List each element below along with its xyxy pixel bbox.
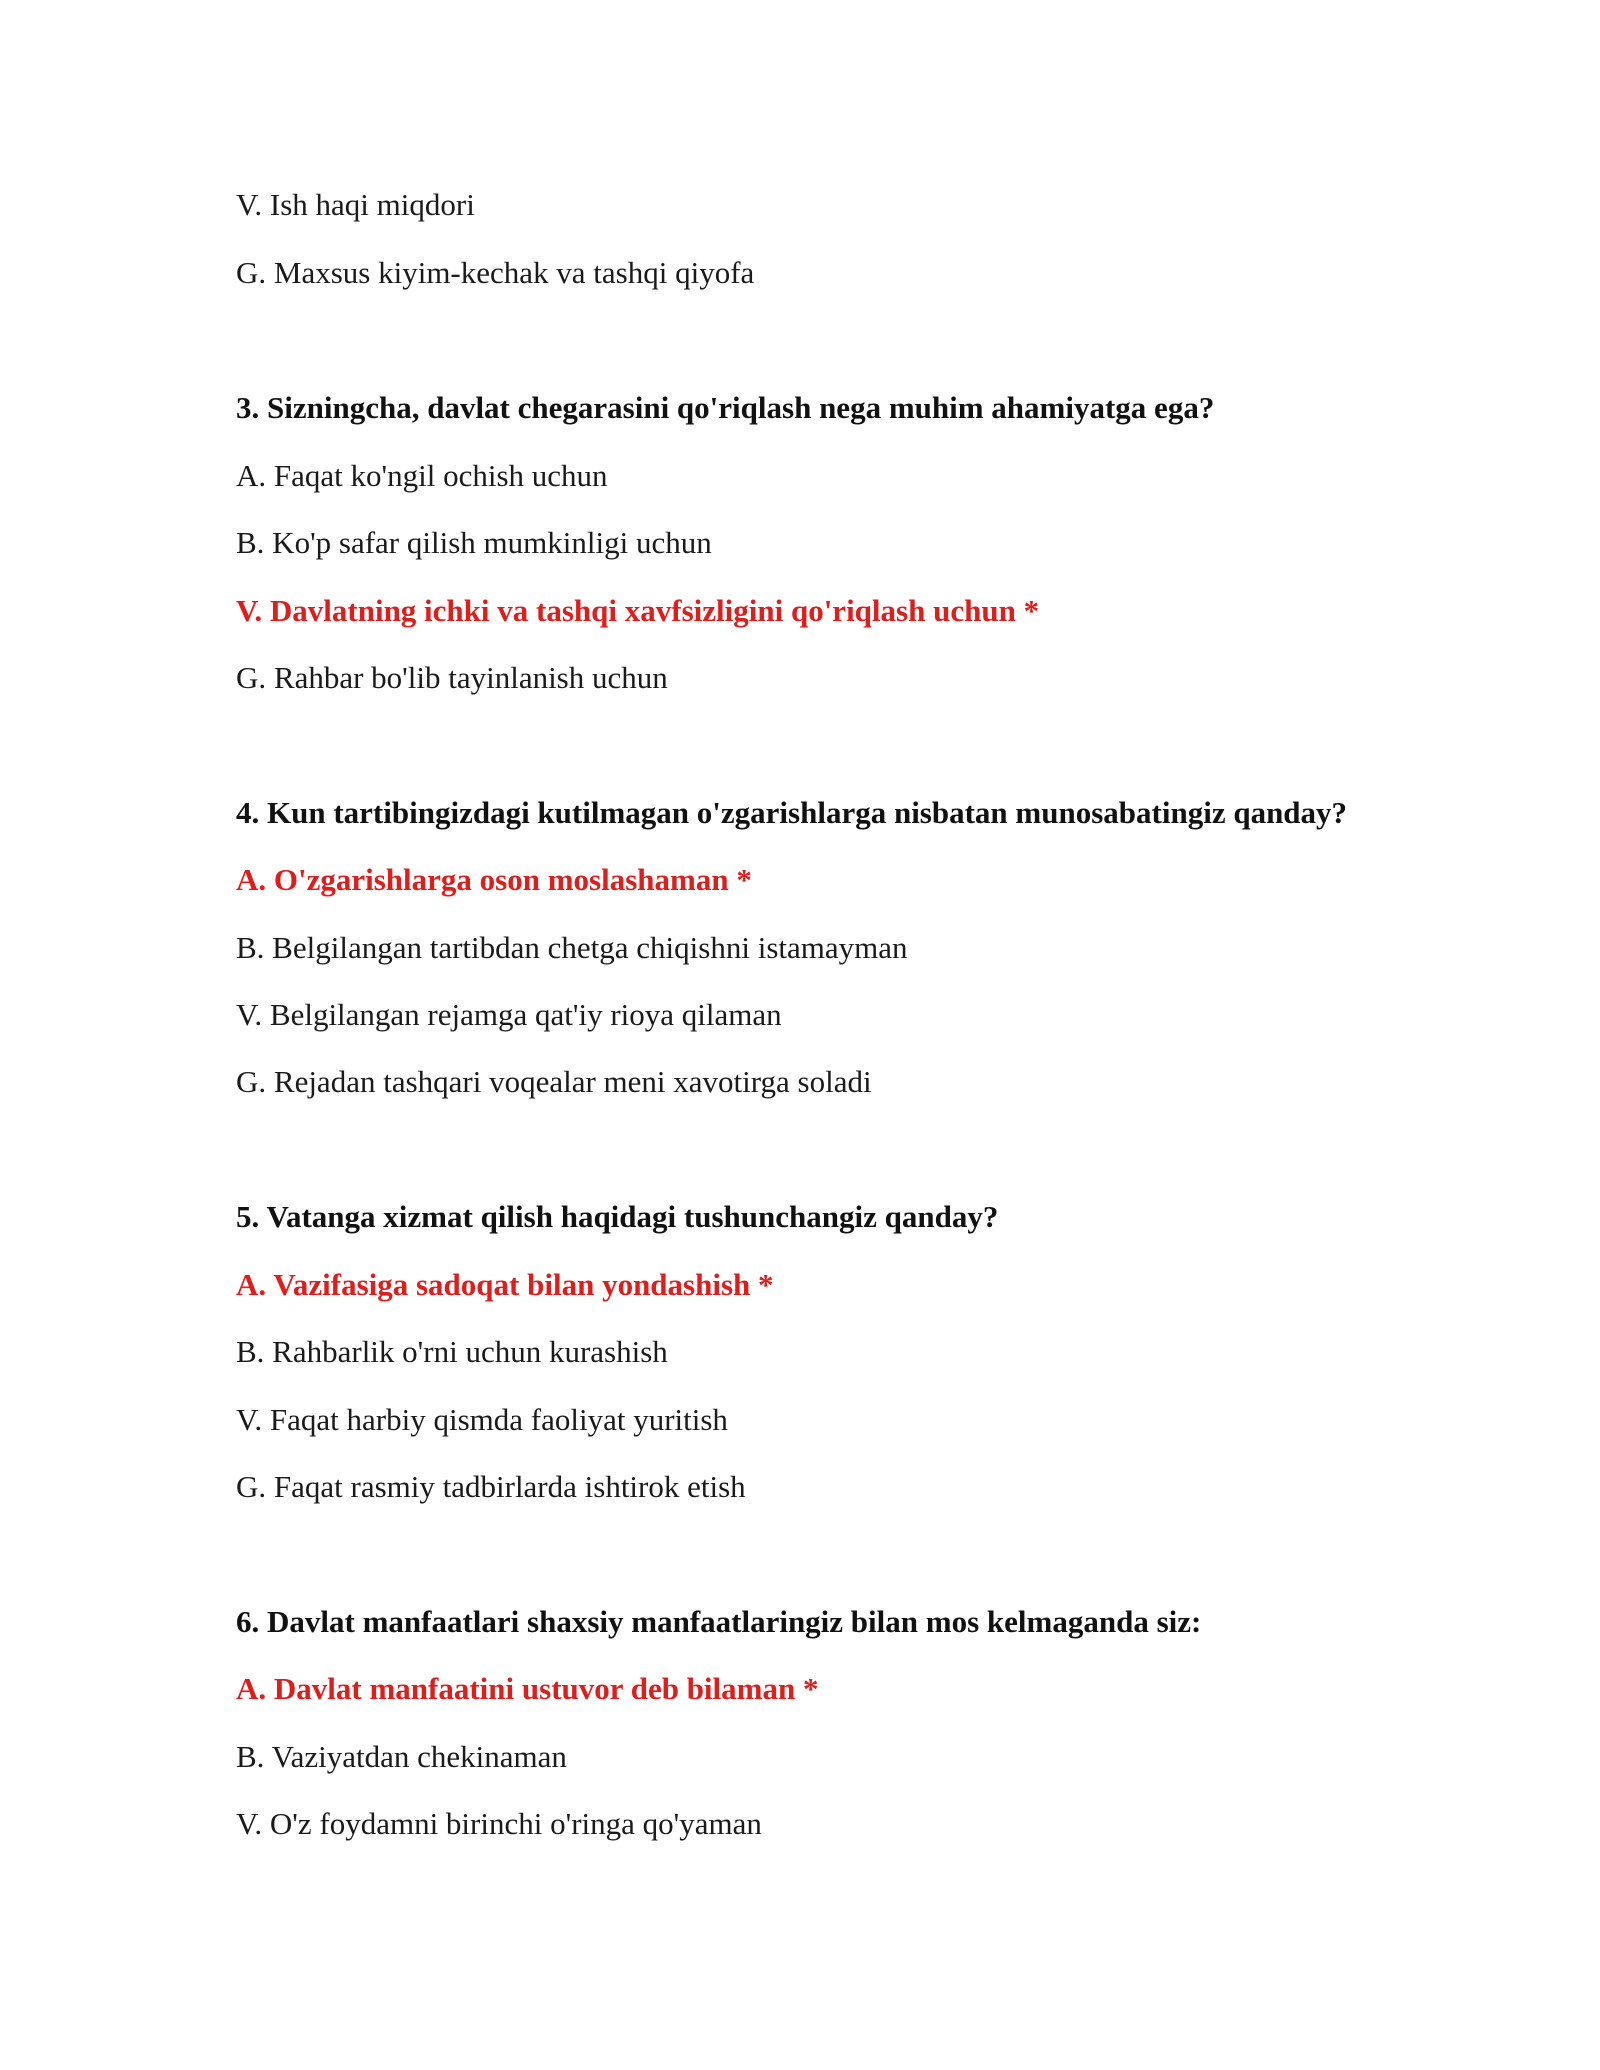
correct-mark: * (758, 1267, 774, 1302)
correct-answer-option (236, 1669, 818, 1709)
answer-option: V. Faqat harbiy qismda faoliyat yuritish (236, 1402, 728, 1437)
answer-option: G. Rahbar bo'lib tayinlanish uchun (236, 660, 668, 695)
question-title: 6. Davlat manfaatlari shaxsiy manfaatlaringiz bilan mos kelmaganda siz: (236, 1604, 1202, 1639)
answer-option: B. Belgilangan tartibdan chetga chiqishni istamayman (236, 930, 908, 965)
answer-option: G. Faqat rasmiy tadbirlarda ishtirok etish (236, 1469, 746, 1504)
correct-mark: * (802, 1671, 819, 1706)
correct-mark: * (1023, 593, 1040, 628)
answer-option: V. Ish haqi miqdori (236, 187, 475, 222)
answer-option: V. O'z foydamni birinchi o'ringa qo'yaman (236, 1806, 762, 1841)
question-title: 4. Kun tartibingizdagi kutilmagan o'zgarishlarga nisbatan munosabatingiz qanday? (236, 795, 1348, 830)
answer-option: G. Maxsus kiyim-kechak va tashqi qiyofa (236, 255, 755, 290)
answer-option: V. Belgilangan rejamga qat'iy rioya qilaman (236, 997, 782, 1032)
correct-answer-option (236, 860, 752, 900)
answer-option: B. Ko'p safar qilish mumkinligi uchun (236, 525, 712, 560)
answer-text: V. Davlatning ichki va tashqi xavfsizligini qo'riqlash uchun (236, 593, 1016, 628)
answer-option: A. Faqat ko'ngil ochish uchun (236, 458, 608, 493)
answer-option: B. Vaziyatdan chekinaman (236, 1739, 567, 1774)
question-title: 5. Vatanga xizmat qilish haqidagi tushunchangiz qanday? (236, 1199, 999, 1234)
answer-option: B. Rahbarlik o'rni uchun kurashish (236, 1334, 668, 1369)
correct-mark: * (736, 862, 752, 897)
answer-text: A. Vazifasiga sadoqat bilan yondashish (236, 1267, 751, 1302)
correct-answer-option (236, 591, 1039, 631)
answer-text: A. Davlat manfaatini ustuvor deb bilaman (236, 1671, 796, 1706)
answer-option: G. Rejadan tashqari voqealar meni xavotirga soladi (236, 1064, 872, 1099)
answer-text: A. O'zgarishlarga oson moslashaman (236, 862, 729, 897)
correct-answer-option (236, 1265, 774, 1305)
question-title: 3. Sizningcha, davlat chegarasini qo'riqlash nega muhim ahamiyatga ega? (236, 390, 1215, 425)
